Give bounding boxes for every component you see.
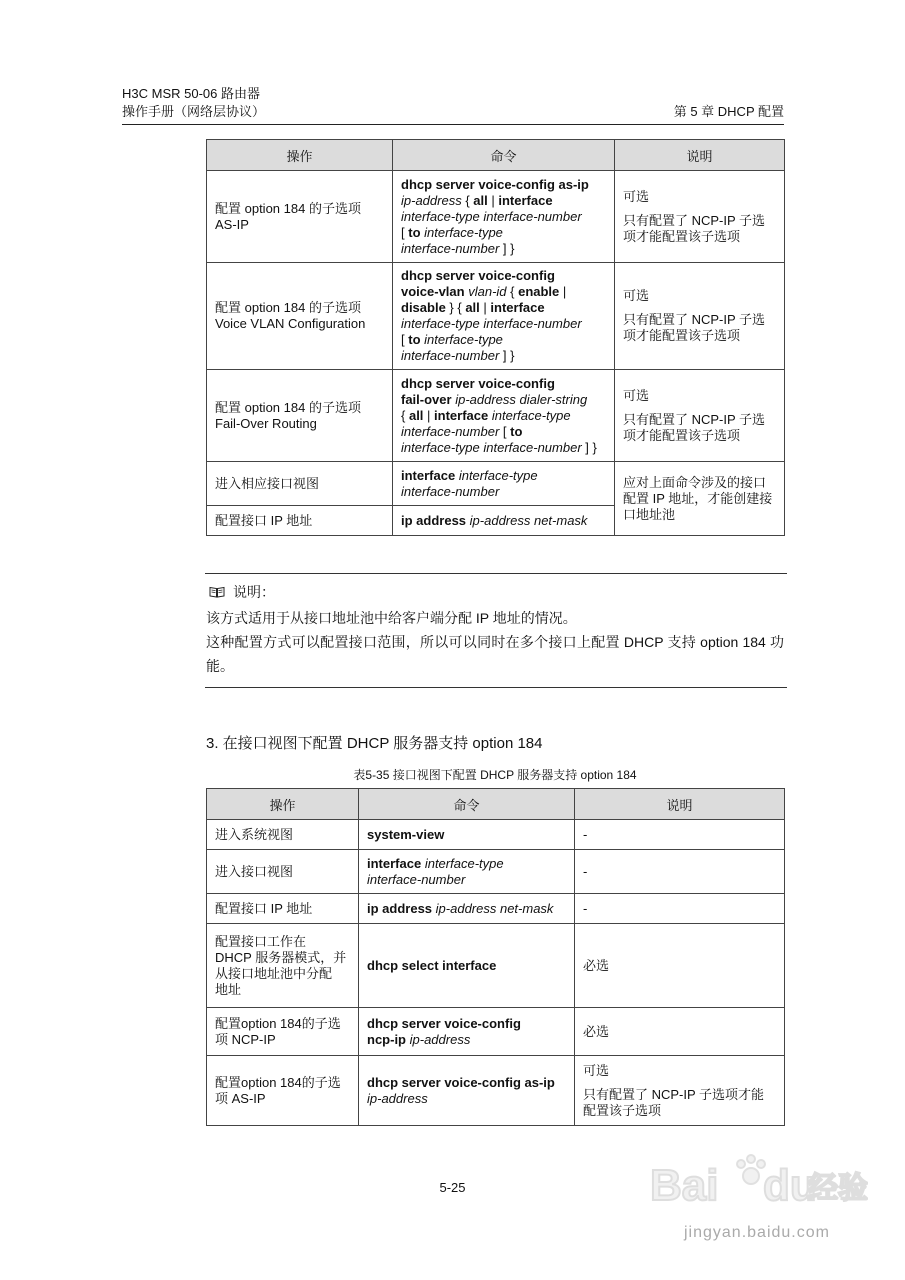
cell-line: 项才能配置该子选项 <box>623 427 741 443</box>
command-cell <box>359 1008 575 1056</box>
cell-line: 项 NCP-IP <box>215 1031 276 1047</box>
command-cell <box>359 850 575 894</box>
column-header-operation: 操作 <box>207 789 359 820</box>
table-header-row <box>207 140 785 171</box>
table-row <box>207 850 785 894</box>
operation-cell <box>207 820 359 850</box>
cell-line: 地址 <box>215 981 242 997</box>
command-keyword: interface <box>498 192 553 208</box>
table-row <box>207 171 785 263</box>
note-top-rule <box>205 573 787 574</box>
table-row <box>207 263 785 370</box>
command-line <box>367 827 566 843</box>
operation-cell <box>207 924 359 1008</box>
operation-cell <box>207 370 393 462</box>
command-cell <box>393 171 615 263</box>
command-line <box>401 332 606 348</box>
cell-line: 配置 IP 地址，才能创建接 <box>623 490 773 506</box>
command-argument: ip-address <box>367 1090 428 1106</box>
command-line <box>401 241 606 257</box>
command-argument: ip-address net-mask <box>469 512 588 528</box>
command-argument: interface-type interface-number <box>401 316 582 331</box>
command-cell <box>359 924 575 1008</box>
command-line <box>401 484 606 500</box>
command-argument: interface-type <box>424 332 503 347</box>
command-keyword: voice-vlan <box>401 284 465 299</box>
note-line: 这种配置方式可以配置接口范围，所以可以同时在多个接口上配置 DHCP 支持 option 184 功能。 <box>206 634 784 674</box>
command-syntax: ] } <box>499 240 515 256</box>
cell-line: 只有配置了 NCP-IP 子选 <box>623 411 766 427</box>
command-argument: interface-type interface-number <box>401 208 582 224</box>
command-line <box>401 177 606 193</box>
book-icon <box>209 585 225 597</box>
watermark-brand-2: du <box>763 1161 817 1210</box>
paw-icon <box>737 1155 765 1184</box>
command-syntax: } { <box>445 300 466 315</box>
cell-line: DHCP 服务器模式，并 <box>215 949 347 965</box>
description-cell <box>615 171 785 263</box>
command-cell <box>393 263 615 370</box>
command-line <box>367 1075 566 1091</box>
command-syntax: { <box>506 284 519 299</box>
description-cell <box>615 263 785 370</box>
description-cell <box>575 820 785 850</box>
table-caption: 表5-35 接口视图下配置 DHCP 服务器支持 option 184 <box>353 768 637 782</box>
cell-line: 可选 <box>623 387 650 403</box>
cell-line: 配置接口 IP 地址 <box>215 900 313 916</box>
command-syntax: | <box>479 300 491 315</box>
command-cell <box>359 820 575 850</box>
command-line <box>401 225 606 241</box>
command-keyword: ip address <box>401 512 467 528</box>
cell-line: AS-IP <box>215 216 249 232</box>
command-argument: interface-number <box>401 240 500 256</box>
cell-line: - <box>583 900 588 916</box>
cell-line: 可选 <box>623 288 650 303</box>
table-row <box>207 462 785 506</box>
command-line <box>367 856 566 872</box>
command-cell <box>393 506 615 536</box>
command-keyword: interface <box>490 300 545 315</box>
cell-line: 配置option 184的子选 <box>215 1074 341 1090</box>
command-keyword: all <box>473 192 488 208</box>
command-line <box>401 513 606 529</box>
column-header-description: 说明 <box>575 789 785 820</box>
command-keyword: dhcp select interface <box>367 957 497 973</box>
command-argument: interface-type <box>491 407 571 423</box>
command-line <box>401 440 606 456</box>
operation-cell <box>207 171 393 263</box>
command-table-2 <box>206 788 785 1126</box>
command-line <box>367 901 566 917</box>
command-cell <box>393 462 615 506</box>
table-row <box>207 370 785 462</box>
command-argument: interface-number <box>401 423 500 439</box>
command-line <box>401 316 606 332</box>
page-number: 5-25 <box>439 1180 466 1195</box>
command-keyword: dhcp server voice-config <box>401 375 555 391</box>
operation-cell <box>207 1008 359 1056</box>
command-argument: interface-type interface-number <box>401 439 582 455</box>
command-line <box>401 284 606 300</box>
column-header-description: 说明 <box>615 140 785 171</box>
command-argument: interface-type <box>424 855 504 871</box>
baidu-jingyan-watermark <box>648 1150 868 1225</box>
cell-line: 必选 <box>583 957 610 973</box>
description-cell <box>615 370 785 462</box>
operation-cell <box>207 850 359 894</box>
command-keyword: fail-over <box>401 391 452 407</box>
cell-line: 项 AS-IP <box>215 1090 266 1106</box>
table-row <box>207 894 785 924</box>
cell-line: 口地址池 <box>623 506 676 522</box>
cell-line: - <box>583 826 588 842</box>
command-syntax: | <box>559 284 567 299</box>
command-keyword: interface <box>401 467 456 483</box>
command-syntax: ] } <box>499 348 515 363</box>
command-keyword: system-view <box>367 826 445 842</box>
command-line <box>401 300 606 316</box>
command-line <box>367 1032 566 1048</box>
command-argument: interface-type <box>424 224 503 240</box>
command-line <box>401 424 606 440</box>
note-line: 该方式适用于从接口地址池中给客户端分配 IP 地址的情况。 <box>206 610 577 626</box>
cell-line: 只有配置了 NCP-IP 子选 <box>623 312 766 327</box>
cell-line: 项才能配置该子选项 <box>623 328 741 343</box>
cell-line: 配置接口工作在 <box>215 933 307 949</box>
watermark-brand: Bai <box>650 1161 719 1210</box>
command-syntax: [ <box>401 224 409 240</box>
command-keyword: disable <box>401 300 446 315</box>
description-cell <box>575 1008 785 1056</box>
command-argument: interface-number <box>401 483 500 499</box>
cell-line: 配置该子选项 <box>583 1102 662 1118</box>
command-line <box>401 376 606 392</box>
command-argument: interface-number <box>367 871 466 887</box>
watermark-cn: 经验 <box>808 1171 868 1206</box>
command-keyword: dhcp server voice-config as-ip <box>401 176 589 192</box>
command-argument: interface-type <box>458 467 538 483</box>
table-row <box>207 924 785 1008</box>
command-syntax: [ <box>499 423 511 439</box>
command-keyword: enable <box>518 284 560 299</box>
cell-line: - <box>583 863 588 879</box>
cell-line: 可选 <box>623 188 650 204</box>
operation-cell <box>207 462 393 506</box>
command-keyword: to <box>510 423 523 439</box>
cell-line: 只有配置了 NCP-IP 子选 <box>623 212 766 228</box>
description-cell <box>575 1056 785 1126</box>
command-keyword: all <box>408 407 424 423</box>
command-keyword: dhcp server voice-config as-ip <box>367 1074 555 1090</box>
cell-line: 项才能配置该子选项 <box>623 228 741 244</box>
command-line <box>401 392 606 408</box>
note-title: 说明： <box>233 584 275 600</box>
cell-line: 应对上面命令涉及的接口 <box>623 474 767 490</box>
note-heading <box>209 582 275 602</box>
watermark-url: jingyan.baidu.com <box>684 1224 830 1241</box>
command-syntax: | <box>487 192 499 208</box>
table-row <box>207 1056 785 1126</box>
cell-line: 配置option 184的子选 <box>215 1015 341 1031</box>
command-line <box>367 1016 566 1032</box>
cell-line: 进入接口视图 <box>215 863 294 879</box>
operation-cell <box>207 263 393 370</box>
description-cell <box>615 462 785 536</box>
table-header-row <box>207 789 785 820</box>
cell-line: 配置 option 184 的子选项 <box>215 300 361 315</box>
command-keyword: to <box>408 332 421 347</box>
command-line <box>367 872 566 888</box>
table-row <box>207 820 785 850</box>
command-line <box>401 268 606 284</box>
command-keyword: dhcp server voice-config <box>367 1015 521 1031</box>
description-cell <box>575 924 785 1008</box>
header-product: H3C MSR 50-06 路由器 <box>122 86 260 101</box>
command-syntax: | <box>423 407 435 423</box>
command-cell <box>393 370 615 462</box>
operation-cell <box>207 894 359 924</box>
column-header-command: 命令 <box>393 140 615 171</box>
note-bottom-rule <box>205 687 787 688</box>
command-argument: vlan-id <box>468 284 507 299</box>
cell-line: 进入系统视图 <box>215 826 294 842</box>
section-title: 3. 在接口视图下配置 DHCP 服务器支持 option 184 <box>206 735 543 752</box>
cell-line: Fail-Over Routing <box>215 415 317 431</box>
command-syntax: [ <box>401 332 409 347</box>
cell-line: 配置接口 IP 地址 <box>215 512 313 528</box>
header-chapter: 第 5 章 DHCP 配置 <box>673 104 784 119</box>
header-rule <box>122 124 784 125</box>
command-syntax: ] } <box>581 439 597 455</box>
command-keyword: ip address <box>367 900 433 916</box>
cell-line: 只有配置了 NCP-IP 子选项才能 <box>583 1086 765 1102</box>
command-line <box>401 408 606 424</box>
description-cell <box>575 850 785 894</box>
column-header-operation: 操作 <box>207 140 393 171</box>
command-argument: ip-address <box>409 1031 471 1047</box>
command-argument: ip-address net-mask <box>435 900 554 916</box>
command-keyword: ncp-ip <box>367 1031 406 1047</box>
cell-line: 进入相应接口视图 <box>215 475 320 491</box>
command-argument: ip-address dialer-string <box>455 391 588 407</box>
command-cell <box>359 894 575 924</box>
command-line <box>367 1091 566 1107</box>
command-line <box>401 468 606 484</box>
description-cell <box>575 894 785 924</box>
note-body <box>206 606 784 678</box>
command-line <box>401 348 606 364</box>
column-header-command: 命令 <box>359 789 575 820</box>
command-keyword: interface <box>367 855 422 871</box>
command-table-1 <box>206 139 785 536</box>
command-cell <box>359 1056 575 1126</box>
command-line <box>401 209 606 225</box>
cell-line: 配置 option 184 的子选项 <box>215 200 361 216</box>
command-keyword: dhcp server voice-config <box>401 268 555 283</box>
command-syntax: { <box>461 192 474 208</box>
command-syntax: { <box>401 407 409 423</box>
command-argument: interface-number <box>401 348 500 363</box>
cell-line: 从接口地址池中分配 <box>215 965 333 981</box>
command-keyword: interface <box>434 407 489 423</box>
table-row <box>207 1008 785 1056</box>
cell-line: 必选 <box>583 1023 610 1039</box>
header-manual: 操作手册（网络层协议） <box>122 104 266 119</box>
cell-line: 可选 <box>583 1062 610 1078</box>
operation-cell <box>207 506 393 536</box>
command-line <box>367 958 566 974</box>
operation-cell <box>207 1056 359 1126</box>
cell-line: 配置 option 184 的子选项 <box>215 399 361 415</box>
command-keyword: all <box>465 300 480 315</box>
command-keyword: to <box>408 224 421 240</box>
command-argument: ip-address <box>401 192 462 208</box>
cell-line: Voice VLAN Configuration <box>215 316 366 331</box>
command-line <box>401 193 606 209</box>
